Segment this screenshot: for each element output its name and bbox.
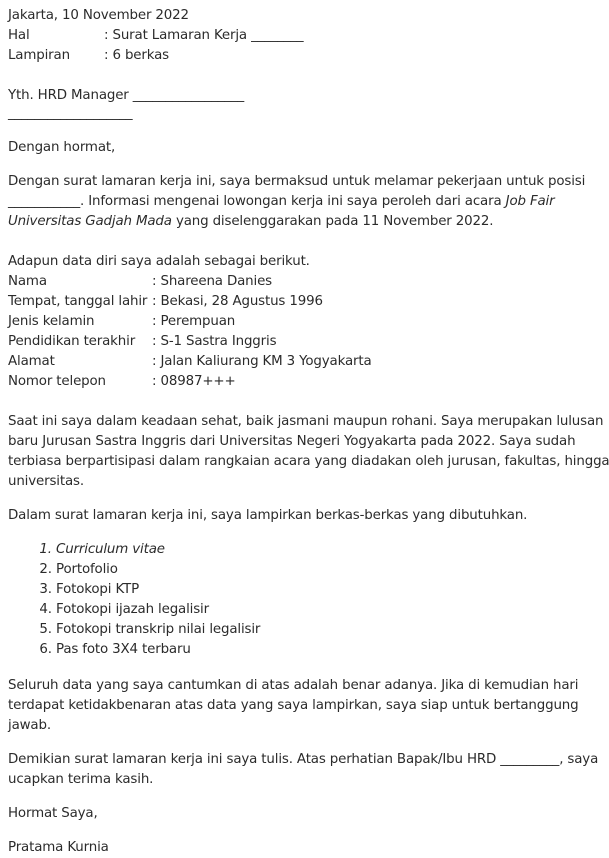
closing-paragraph	[8, 750, 601, 790]
bio-row-gender	[8, 312, 601, 332]
signoff: Hormat Saya,	[8, 806, 98, 821]
bio-value: : S-1 Sastra Inggris	[152, 334, 277, 349]
bio-table	[8, 272, 601, 392]
attachment-count-row	[8, 46, 601, 66]
bio-value: : Perempuan	[152, 314, 236, 329]
list-item: 2. Portofolio	[56, 560, 601, 580]
intro-event-name-part1: Job Fair	[505, 194, 555, 209]
bio-label: Jenis kelamin	[8, 314, 95, 329]
attachment-list	[8, 540, 601, 660]
bio-row-name	[8, 272, 601, 292]
health-line-4: universitas.	[8, 474, 84, 489]
recipient-line-1: Yth. HRD Manager _________________	[8, 88, 245, 103]
attachment-count-label: Lampiran	[8, 48, 70, 63]
bio-row-phone	[8, 372, 601, 392]
bio-row-education	[8, 332, 601, 352]
bio-value: : Jalan Kaliurang KM 3 Yogyakarta	[152, 354, 372, 369]
intro-line-1: Dengan surat lamaran kerja ini, saya bermaksud untuk melamar pekerjaan untuk posisi	[8, 174, 586, 189]
bio-label: Alamat	[8, 354, 55, 369]
intro-line-3	[8, 212, 601, 232]
recipient-line-2: ___________________	[8, 106, 133, 121]
list-item: 5. Fotokopi transkrip nilai legalisir	[56, 620, 601, 640]
place-date: Jakarta, 10 November 2022	[8, 8, 189, 23]
list-item: 1. Curriculum vitae	[56, 540, 601, 560]
health-paragraph	[8, 412, 609, 492]
health-line-2: baru Jurusan Sastra Inggris dari Universitas Negeri Yogyakarta pada 2022. Saya sudah	[8, 434, 576, 449]
truth-line-2: terdapat ketidakbenaran atas data yang saya lampirkan, saya siap untuk bertanggung	[8, 698, 579, 713]
subject-row	[8, 26, 601, 46]
bio-value: : Shareena Danies	[152, 274, 272, 289]
bio-label: Tempat, tanggal lahir	[8, 294, 148, 309]
truth-line-3: jawab.	[8, 718, 51, 733]
greeting: Dengan hormat,	[8, 140, 116, 155]
subject-value: : Surat Lamaran Kerja ________	[104, 28, 304, 43]
intro-line-3-text: yang diselenggarakan pada 11 November 2022.	[171, 214, 494, 229]
health-line-1: Saat ini saya dalam keadaan sehat, baik jasmani maupun rohani. Saya merupakan lulusan	[8, 414, 604, 429]
bio-row-address	[8, 352, 601, 372]
truth-line-1: Seluruh data yang saya cantumkan di atas adalah benar adanya. Jika di kemudian hari	[8, 678, 579, 693]
attachment-count-value: : 6 berkas	[104, 48, 169, 63]
closing-line-2: ucapkan terima kasih.	[8, 772, 154, 787]
closing-line-1: Demikian surat lamaran kerja ini saya tulis. Atas perhatian Bapak/Ibu HRD _________, saya	[8, 752, 599, 767]
intro-event-name-part2: Universitas Gadjah Mada	[8, 214, 172, 229]
intro-line-2	[8, 192, 601, 212]
bio-value: : Bekasi, 28 Agustus 1996	[152, 294, 323, 309]
signer-name: Pratama Kurnia	[8, 840, 109, 855]
bio-label: Nomor telepon	[8, 374, 106, 389]
intro-line-2-text: ___________. Informasi mengenai lowongan kerja ini saya peroleh dari acara	[8, 194, 506, 209]
bio-value: : 08987+++	[152, 374, 236, 389]
list-item: 6. Pas foto 3X4 terbaru	[56, 640, 601, 660]
truth-paragraph	[8, 676, 601, 736]
attachments-intro: Dalam surat lamaran kerja ini, saya lampirkan berkas-berkas yang dibutuhkan.	[8, 508, 528, 523]
health-line-3: terbiasa berpartisipasi dalam rangkaian acara yang diadakan oleh jurusan, fakultas, hingga	[8, 454, 609, 469]
list-item: 3. Fotokopi KTP	[56, 580, 601, 600]
bio-label: Pendidikan terakhir	[8, 334, 136, 349]
bio-row-birth	[8, 292, 601, 312]
list-item: 4. Fotokopi ijazah legalisir	[56, 600, 601, 620]
intro-paragraph	[8, 172, 601, 232]
bio-heading: Adapun data diri saya adalah sebagai berikut.	[8, 254, 310, 269]
bio-label: Nama	[8, 274, 47, 289]
subject-label: Hal	[8, 28, 30, 43]
